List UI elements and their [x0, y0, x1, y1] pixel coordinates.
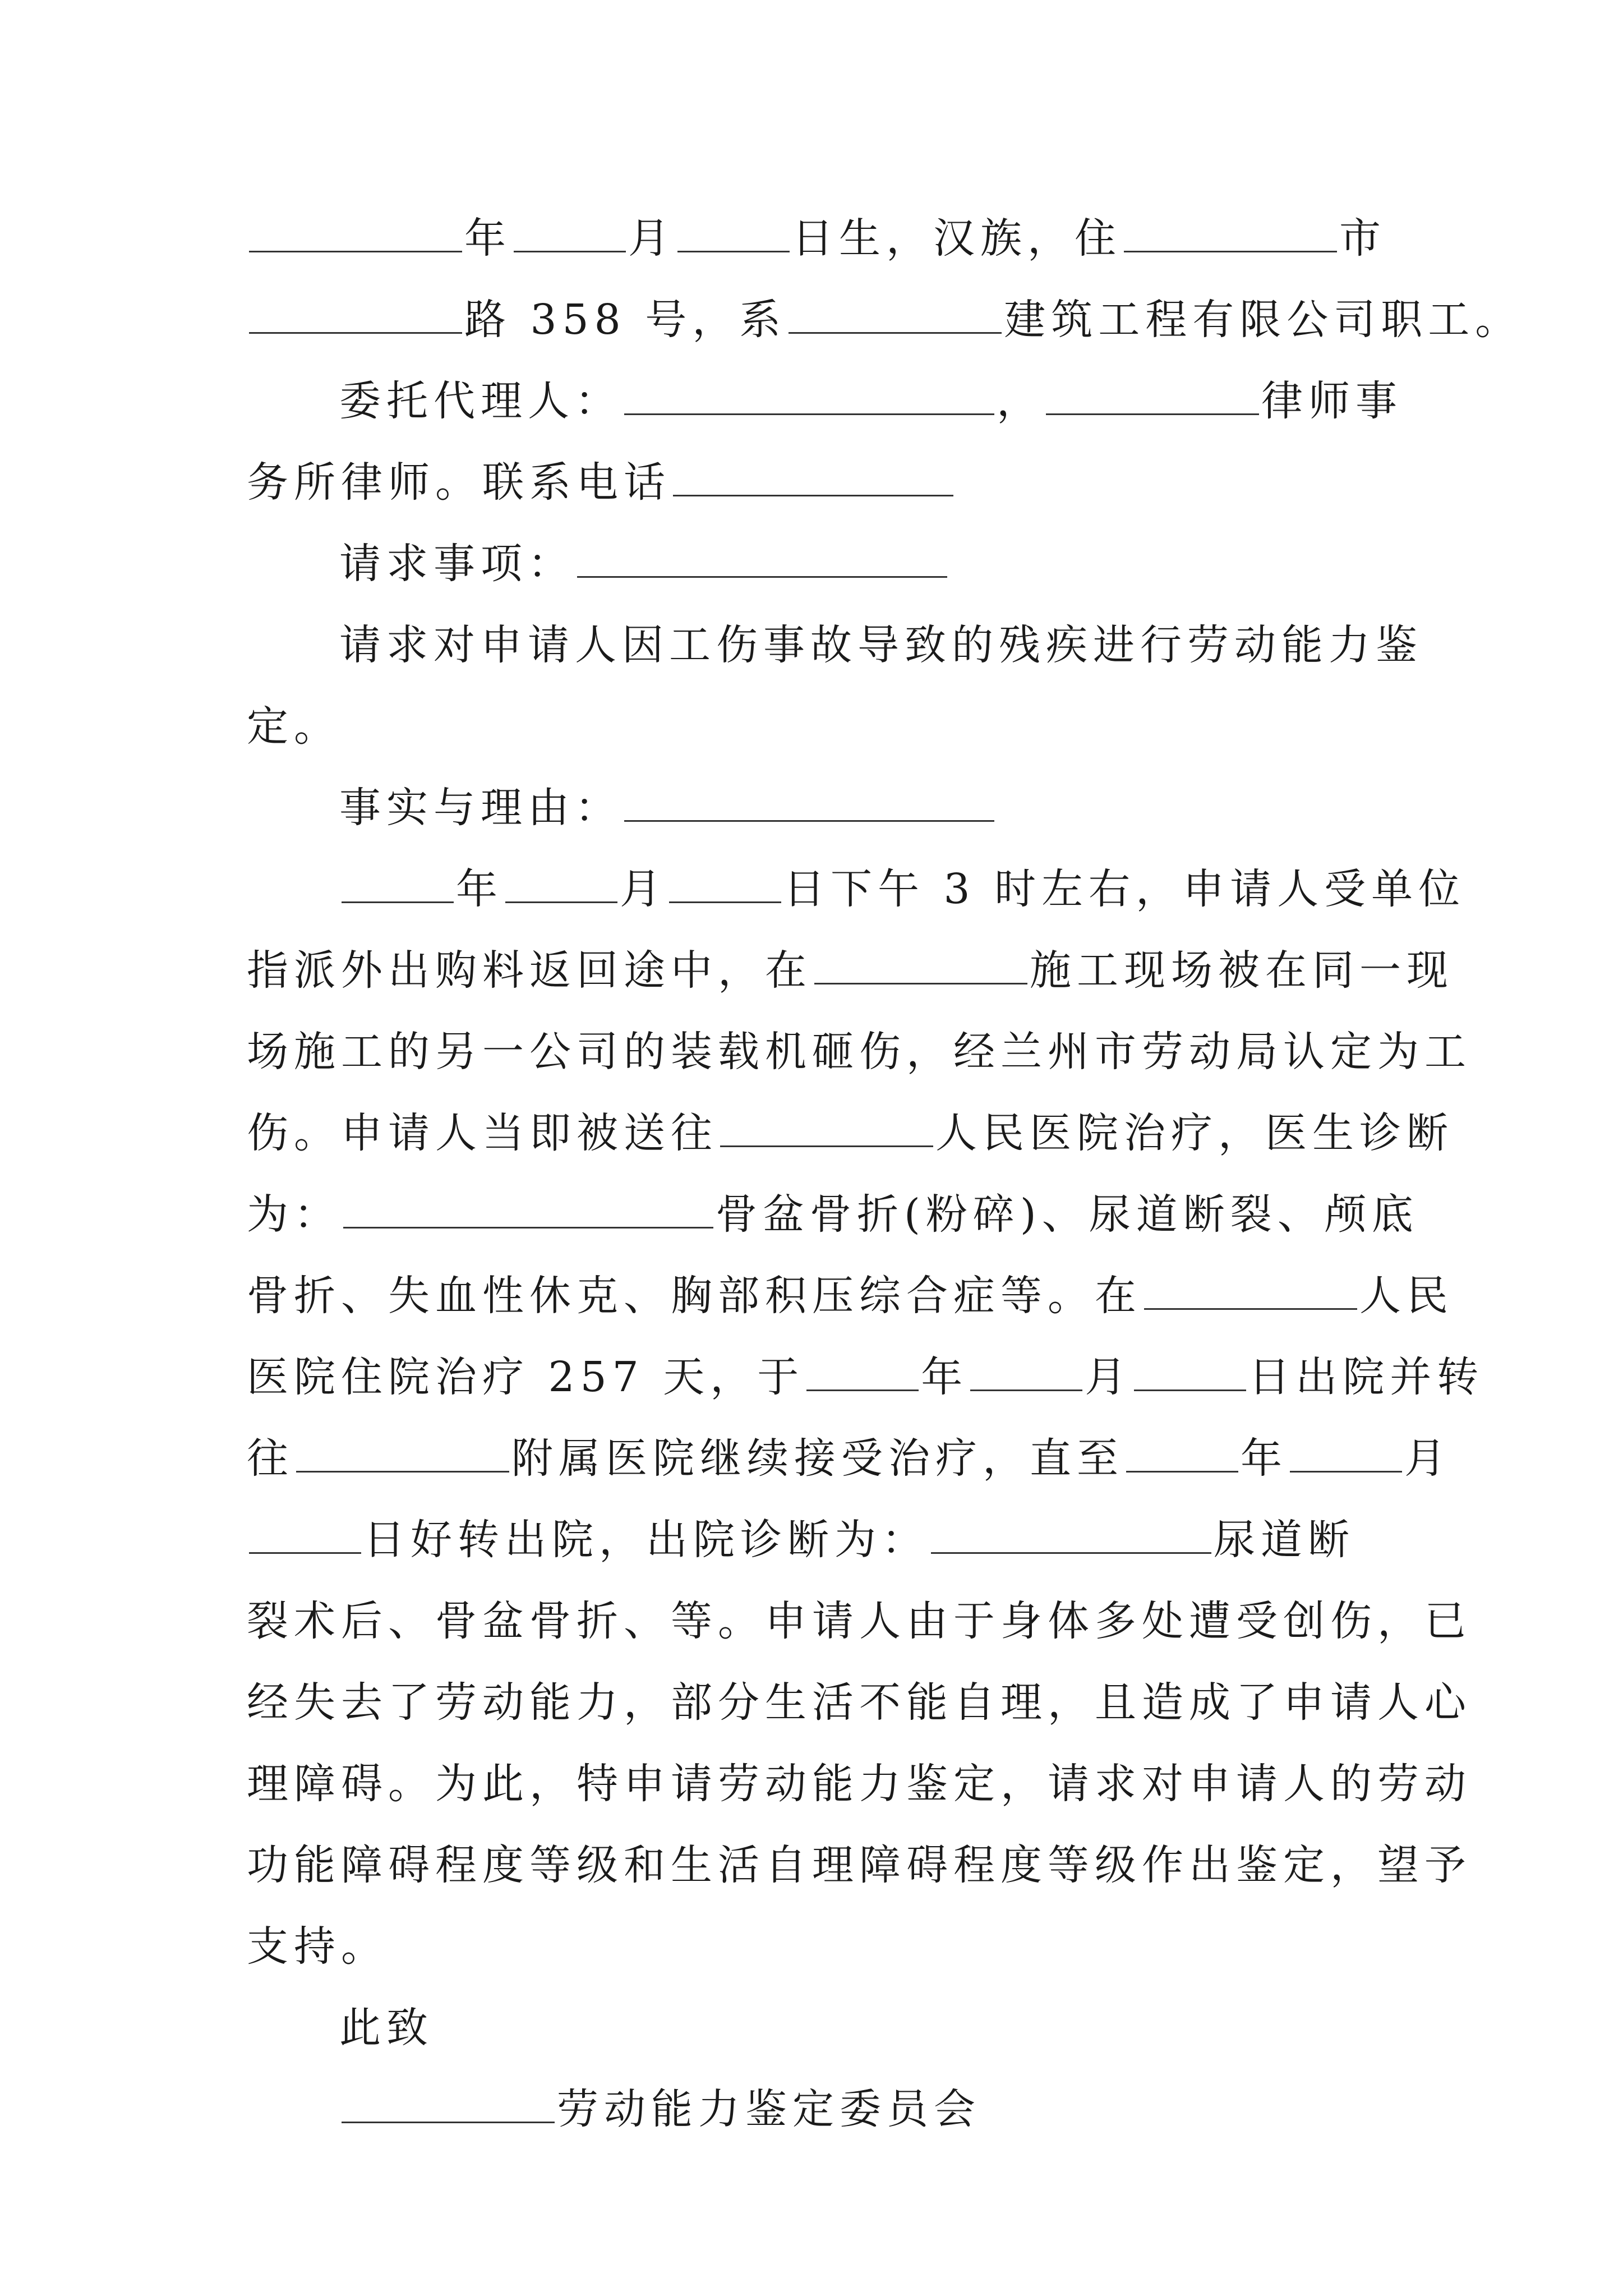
fill-blank — [806, 1356, 919, 1391]
text-segment: 年 — [456, 865, 503, 913]
fill-blank — [814, 949, 1027, 984]
fill-blank — [505, 868, 617, 903]
text-segment: 经失去了劳动能力，部分生活不能自理，且造成了申请人心 — [247, 1678, 1472, 1727]
text-segment: 日好转出院，出院诊断为： — [363, 1516, 929, 1564]
fill-blank — [1124, 217, 1337, 252]
text-line — [247, 1918, 388, 1975]
text-line — [339, 780, 997, 836]
text-line — [247, 1430, 1451, 1487]
text-segment: 此致 — [339, 2004, 434, 2052]
fill-blank — [343, 1193, 713, 1228]
text-segment: 为： — [247, 1190, 341, 1239]
text-segment: 路 358 号，系 — [464, 296, 787, 344]
text-line — [247, 1105, 1454, 1161]
text-line — [247, 1512, 1355, 1568]
text-segment: 请求对申请人因工伤事故导致的残疾进行劳动能力鉴 — [339, 621, 1423, 669]
fill-blank — [673, 461, 953, 496]
text-line — [247, 698, 341, 754]
text-line — [247, 1756, 1472, 1812]
text-segment: 事实与理由： — [339, 784, 622, 832]
text-segment: 裂术后、骨盆骨折、等。申请人由于身体多处遭受创伤，已 — [247, 1597, 1472, 1645]
text-line — [247, 1349, 1484, 1405]
text-line — [339, 617, 1423, 673]
fill-blank — [720, 1112, 933, 1147]
text-segment: 建筑工程有限公司职工。 — [1004, 296, 1523, 344]
text-segment: 市 — [1339, 214, 1386, 263]
fill-blank — [1144, 1274, 1357, 1310]
text-segment: 指派外出购料返回途中，在 — [247, 946, 812, 995]
fill-blank — [577, 542, 947, 578]
fill-blank — [514, 217, 626, 252]
text-segment: 月 — [1404, 1434, 1451, 1483]
fill-blank — [789, 298, 1002, 334]
text-line — [247, 1593, 1472, 1649]
text-line — [339, 536, 949, 592]
fill-blank — [249, 217, 462, 252]
text-line — [247, 454, 956, 510]
fill-blank — [342, 2088, 555, 2123]
text-line — [247, 1837, 1472, 1893]
fill-blank — [624, 786, 994, 822]
text-segment: 定。 — [247, 702, 341, 751]
text-line — [247, 1268, 1454, 1324]
fill-blank — [931, 1519, 1211, 1554]
text-segment: 月 — [628, 214, 675, 263]
text-line — [247, 1186, 1419, 1243]
fill-blank — [1126, 1437, 1238, 1473]
text-segment: 功能障碍程度等级和生活自理障碍程度等级作出鉴定，望予 — [247, 1841, 1472, 1889]
fill-blank — [677, 217, 790, 252]
fill-blank — [296, 1437, 509, 1473]
text-segment: 施工现场被在同一现 — [1030, 946, 1454, 995]
text-segment: 骨折、失血性休克、胸部积压综合症等。在 — [247, 1272, 1142, 1320]
text-segment: ， — [997, 377, 1044, 425]
text-segment: 劳动能力鉴定委员会 — [557, 2085, 981, 2133]
text-segment: 往 — [247, 1434, 294, 1483]
fill-blank — [249, 1519, 361, 1554]
text-segment: 年 — [1241, 1434, 1288, 1483]
text-segment: 人民医院治疗，医生诊断 — [935, 1109, 1454, 1157]
text-segment: 月 — [620, 865, 667, 913]
text-segment: 请求事项： — [339, 540, 575, 588]
text-segment: 务所律师。联系电话 — [247, 458, 671, 507]
text-segment: 骨盆骨折(粉碎)、尿道断裂、颅底 — [716, 1190, 1419, 1239]
text-segment: 场施工的另一公司的装载机砸伤，经兰州市劳动局认定为工 — [247, 1028, 1472, 1076]
fill-blank — [1290, 1437, 1402, 1473]
text-segment: 医院住院治疗 257 天，于 — [247, 1353, 805, 1401]
text-line — [247, 942, 1454, 999]
text-line — [339, 2081, 981, 2137]
text-segment: 年 — [921, 1353, 969, 1401]
fill-blank — [624, 380, 994, 415]
fill-blank — [342, 868, 454, 903]
fill-blank — [249, 298, 462, 334]
text-segment: 理障碍。为此，特申请劳动能力鉴定，请求对申请人的劳动 — [247, 1760, 1472, 1808]
text-segment: 伤。申请人当即被送往 — [247, 1109, 718, 1157]
text-segment: 年 — [464, 214, 511, 263]
text-line — [247, 210, 1386, 266]
text-segment: 月 — [1085, 1353, 1132, 1401]
fill-blank — [1134, 1356, 1246, 1391]
text-segment: 律师事 — [1261, 377, 1403, 425]
text-segment: 支持。 — [247, 1922, 388, 1971]
text-line — [339, 2000, 434, 2056]
text-segment: 委托代理人： — [339, 377, 622, 425]
text-line — [247, 1024, 1472, 1080]
text-segment: 人民 — [1359, 1272, 1454, 1320]
text-line — [339, 373, 1403, 429]
text-segment: 日下午 3 时左右，申请人受单位 — [783, 865, 1466, 913]
text-segment: 尿道断 — [1214, 1516, 1355, 1564]
fill-blank — [669, 868, 781, 903]
text-segment: 日出院并转 — [1248, 1353, 1484, 1401]
text-line — [247, 292, 1522, 348]
text-line — [247, 1674, 1472, 1731]
text-line — [339, 861, 1465, 917]
fill-blank — [970, 1356, 1082, 1391]
fill-blank — [1046, 380, 1259, 415]
text-segment: 日生，汉族，住 — [792, 214, 1122, 263]
text-segment: 附属医院继续接受治疗，直至 — [511, 1434, 1124, 1483]
